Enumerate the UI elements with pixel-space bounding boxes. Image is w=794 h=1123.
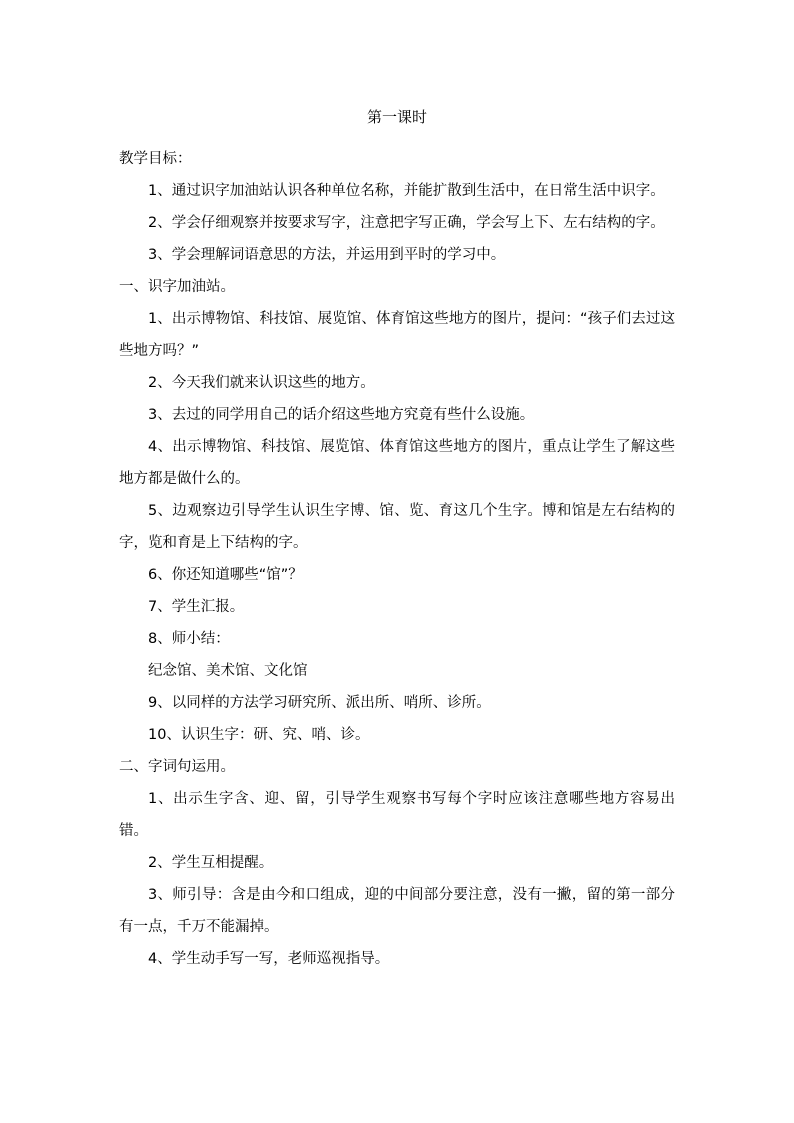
section-2-item-3: 3、师引导：含是由今和口组成，迎的中间部分要注意，没有一撇，留的第一部分有一点，千万不能漏掉。 — [119, 887, 675, 935]
lesson-title: 第一课时 — [366, 108, 427, 126]
section-1-item-5: 5、边观察边引导学生认识生字博、馆、览、育这几个生字。博和馆是左右结构的字，览和育是上下结构的字。 — [119, 503, 675, 551]
section-1-item-3: 3、去过的同学用自己的话介绍这些地方究竟有些什么设施。 — [148, 407, 535, 423]
section-1-item-7: 7、学生汇报。 — [148, 599, 245, 615]
section-2-item-4: 4、学生动手写一写，老师巡视指导。 — [148, 951, 390, 967]
section-1-item-10: 10、认识生字：研、究、哨、诊。 — [148, 727, 370, 743]
objective-item-1: 1、通过识字加油站认识各种单位名称，并能扩散到生活中，在日常生活中识字。 — [148, 183, 665, 199]
document-body — [119, 101, 675, 975]
section-1-item-8: 8、师小结： — [148, 631, 230, 647]
section-1-item-4: 4、出示博物馆、科技馆、展览馆、体育馆这些地方的图片，重点让学生了解这些地方都是做什么的。 — [119, 439, 675, 487]
section-2-item-2: 2、学生互相提醒。 — [148, 855, 274, 871]
section-1-item-6: 6、你还知道哪些“馆”？ — [148, 567, 303, 583]
section-1-summary: 纪念馆、美术馆、文化馆 — [148, 663, 308, 679]
section-1-item-9: 9、以同样的方法学习研究所、派出所、哨所、诊所。 — [148, 695, 491, 711]
objectives-heading: 教学目标： — [119, 151, 192, 167]
section-1-heading: 一、识字加油站。 — [119, 279, 235, 295]
section-1-item-2: 2、今天我们就来认识这些的地方。 — [148, 375, 375, 391]
section-2-item-1: 1、出示生字含、迎、留，引导学生观察书写每个字时应该注意哪些地方容易出错。 — [119, 791, 675, 839]
section-1-item-1: 1、出示博物馆、科技馆、展览馆、体育馆这些地方的图片，提问：“孩子们去过这些地方吗？” — [119, 311, 675, 359]
section-2-heading: 二、字词句运用。 — [119, 759, 235, 775]
objective-item-2: 2、学会仔细观察并按要求写字，注意把字写正确，学会写上下、左右结构的字。 — [148, 215, 665, 231]
objective-item-3: 3、学会理解词语意思的方法，并运用到平时的学习中。 — [148, 247, 506, 263]
